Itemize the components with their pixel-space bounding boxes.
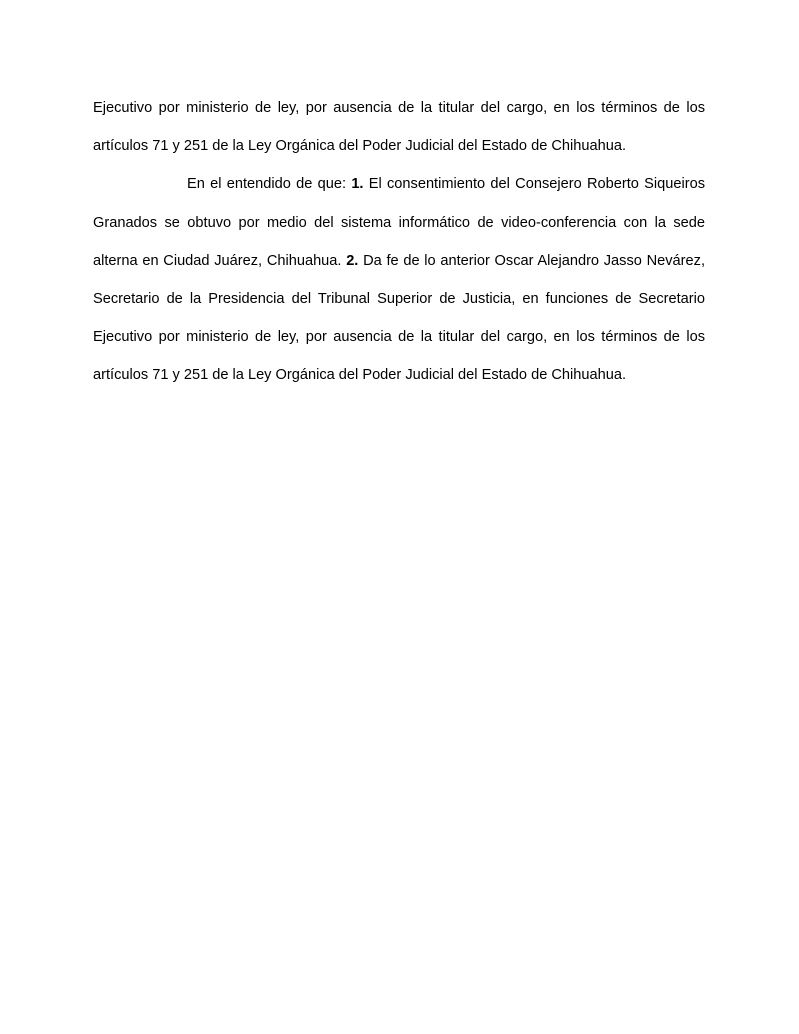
paragraph-1-text: Ejecutivo por ministerio de ley, por ausencia de la titular del cargo, en los términos de los artículos 71 y 251 de la Ley Orgánica del Poder Judicial del Estado de Chihuahua. [93, 100, 705, 155]
paragraph-continuation [93, 89, 705, 165]
document-body [93, 89, 705, 395]
paragraph-2-intro: En el entendido de que: [187, 176, 352, 193]
paragraph-agreement [93, 165, 705, 394]
item-2-text: Da fe de lo anterior Oscar Alejandro Jasso Nevárez, Secretario de la Presidencia del Tribunal Superior de Justicia, en funciones de Secretario Ejecutivo por ministerio de ley, por ausencia de la titular del cargo, en los términos de los artículos 71 y 251 de la Ley Orgánica del Poder Judicial del Estado de Chihuahua. [93, 252, 705, 384]
item-2-number: 2. [346, 252, 359, 269]
item-1-number: 1. [351, 176, 364, 193]
item-1-text: El consentimiento del Consejero Roberto Siqueiros Granados se obtuvo por medio del sistema informático de video-conferencia con la sede alterna en Ciudad Juárez, Chihuahua. [93, 176, 705, 269]
